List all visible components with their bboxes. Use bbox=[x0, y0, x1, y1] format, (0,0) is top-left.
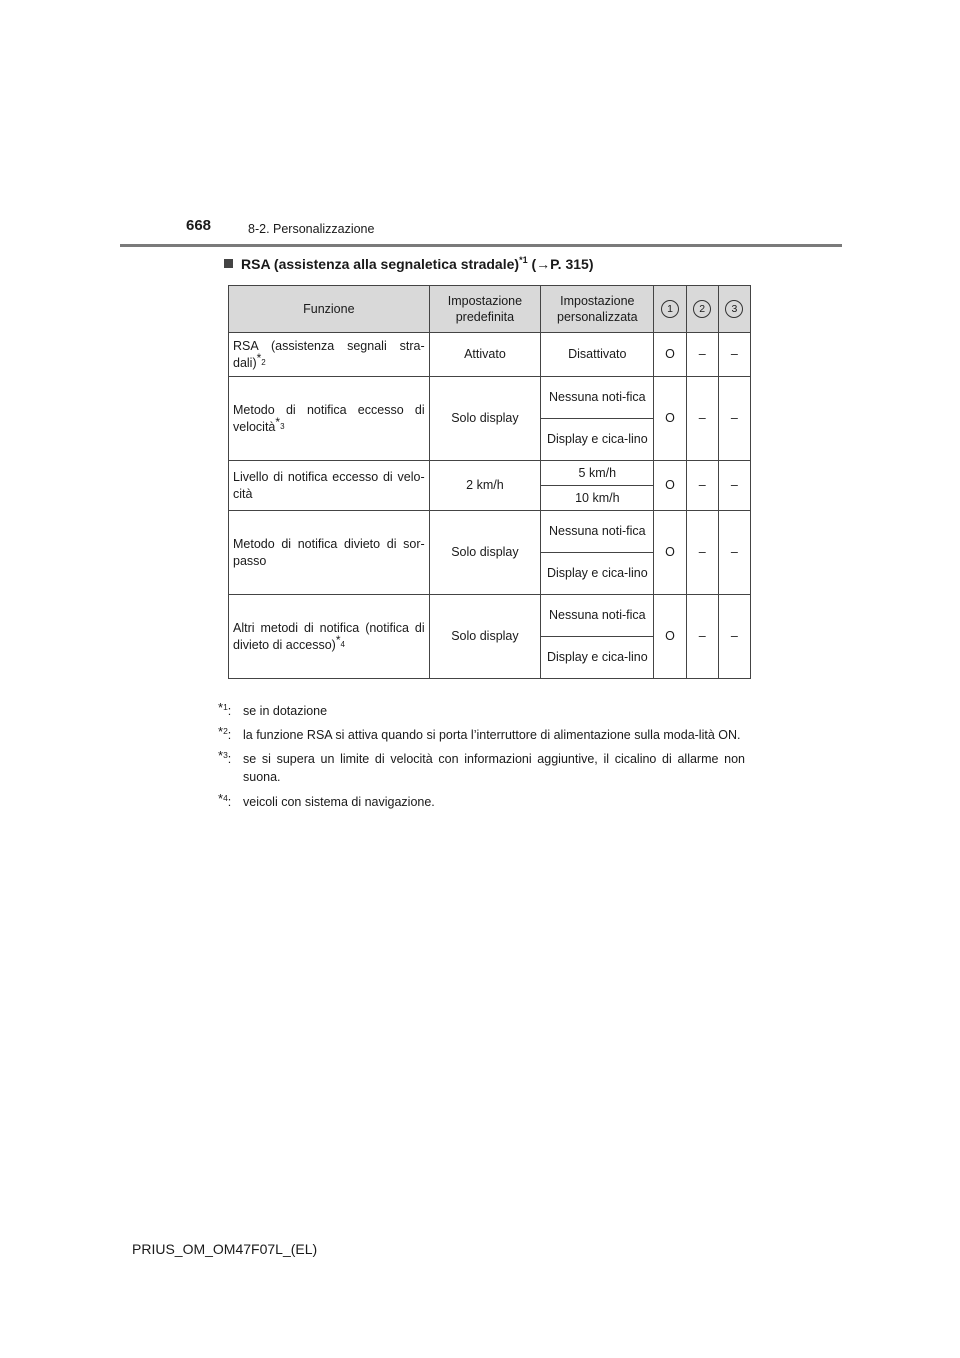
heading-note-ref: *1 bbox=[519, 255, 528, 265]
header-default: Impostazione predefinita bbox=[429, 286, 541, 333]
header-custom: Impostazione personalizzata bbox=[541, 286, 654, 333]
footnote bbox=[218, 726, 745, 744]
footnote-ref-number: 2 bbox=[261, 357, 266, 367]
header-rule bbox=[120, 244, 842, 247]
table-header-row bbox=[229, 286, 751, 333]
row-method-1: O bbox=[654, 595, 686, 679]
row-default: Solo display bbox=[429, 377, 541, 461]
header-method-2 bbox=[686, 286, 718, 333]
row-option: Display e cica-lino bbox=[541, 553, 654, 595]
row-option: Nessuna noti-fica bbox=[541, 511, 654, 553]
footnote-ref-mark: * bbox=[256, 350, 262, 365]
row-function: Livello di notifica eccesso di velo-cità bbox=[229, 461, 430, 511]
row-option: Nessuna noti-fica bbox=[541, 377, 654, 419]
section-heading bbox=[224, 256, 593, 272]
row-method-2: – bbox=[686, 595, 718, 679]
footnote-text: veicoli con sistema di navigazione. bbox=[243, 794, 435, 809]
row-method-3: – bbox=[718, 333, 750, 377]
bullet-square-icon bbox=[224, 259, 233, 268]
row-method-1: O bbox=[654, 461, 686, 511]
table-row bbox=[229, 461, 751, 486]
section-label: 8-2. Personalizzazione bbox=[248, 222, 375, 236]
row-method-3: – bbox=[718, 511, 750, 595]
footnote-marker: *$^2$: bbox=[218, 724, 232, 743]
heading-title: RSA (assistenza alla segnaletica stradale) bbox=[241, 256, 520, 272]
row-method-2: – bbox=[686, 461, 718, 511]
row-method-2: – bbox=[686, 333, 718, 377]
row-default: Attivato bbox=[429, 333, 541, 377]
row-method-3: – bbox=[718, 461, 750, 511]
footnote-text: se si supera un limite di velocità con informazioni aggiuntive, il cicalino di allarme non suona. bbox=[243, 752, 745, 785]
row-option: Display e cica-lino bbox=[541, 637, 654, 679]
footnote bbox=[218, 750, 745, 786]
row-function: Metodo di notifica eccesso di velocità*3 bbox=[229, 377, 430, 461]
footnote-text: se in dotazione bbox=[243, 704, 328, 718]
footnote bbox=[218, 702, 745, 720]
row-function: Altri metodi di notifica (notifica di divieto di accesso)*4 bbox=[229, 595, 430, 679]
table-row bbox=[229, 595, 751, 637]
footnote-marker: *$^1$: bbox=[218, 700, 232, 718]
footnote-text: la funzione RSA si attiva quando si porta l’interruttore di alimentazione sulla moda-lità ON. bbox=[243, 728, 741, 743]
header-function: Funzione bbox=[229, 286, 430, 333]
table-row bbox=[229, 333, 751, 377]
row-option: 10 km/h bbox=[541, 486, 654, 511]
footnote-marker: *$^3$: bbox=[218, 748, 232, 767]
row-default: Solo display bbox=[429, 595, 541, 679]
row-method-1: O bbox=[654, 333, 686, 377]
row-method-1: O bbox=[654, 377, 686, 461]
row-method-2: – bbox=[686, 511, 718, 595]
row-option: Disattivato bbox=[541, 333, 654, 377]
circled-number-1-icon: 1 bbox=[661, 300, 679, 318]
row-method-2: – bbox=[686, 377, 718, 461]
circled-number-2-icon: 2 bbox=[693, 300, 711, 318]
row-method-3: – bbox=[718, 377, 750, 461]
footnote-ref-mark: * bbox=[275, 414, 281, 429]
footnote-ref-mark: * bbox=[335, 632, 341, 647]
circled-number-3-icon: 3 bbox=[725, 300, 743, 318]
row-function: RSA (assistenza segnali stra-dali)*2 bbox=[229, 333, 430, 377]
row-default: 2 km/h bbox=[429, 461, 541, 511]
header-method-1 bbox=[654, 286, 686, 333]
row-method-3: – bbox=[718, 595, 750, 679]
table-row bbox=[229, 511, 751, 553]
header-method-3 bbox=[718, 286, 750, 333]
row-method-1: O bbox=[654, 511, 686, 595]
footnote-marker: *$^4$: bbox=[218, 790, 232, 809]
footnotes bbox=[218, 702, 745, 817]
row-function: Metodo di notifica divieto di sor-passo bbox=[229, 511, 430, 595]
page-number: 668 bbox=[186, 217, 212, 234]
footnote-ref-number: 3 bbox=[280, 421, 285, 431]
footnote bbox=[218, 790, 745, 811]
row-option: Display e cica-lino bbox=[541, 419, 654, 461]
row-default: Solo display bbox=[429, 511, 541, 595]
settings-table bbox=[228, 285, 751, 679]
heading-page-ref: (→P. 315) bbox=[531, 256, 594, 272]
row-option: Nessuna noti-fica bbox=[541, 595, 654, 637]
document-code: PRIUS_OM_OM47F07L_(EL) bbox=[132, 1241, 318, 1257]
table-row bbox=[229, 377, 751, 419]
row-option: 5 km/h bbox=[541, 461, 654, 486]
footnote-ref-number: 4 bbox=[340, 639, 345, 649]
